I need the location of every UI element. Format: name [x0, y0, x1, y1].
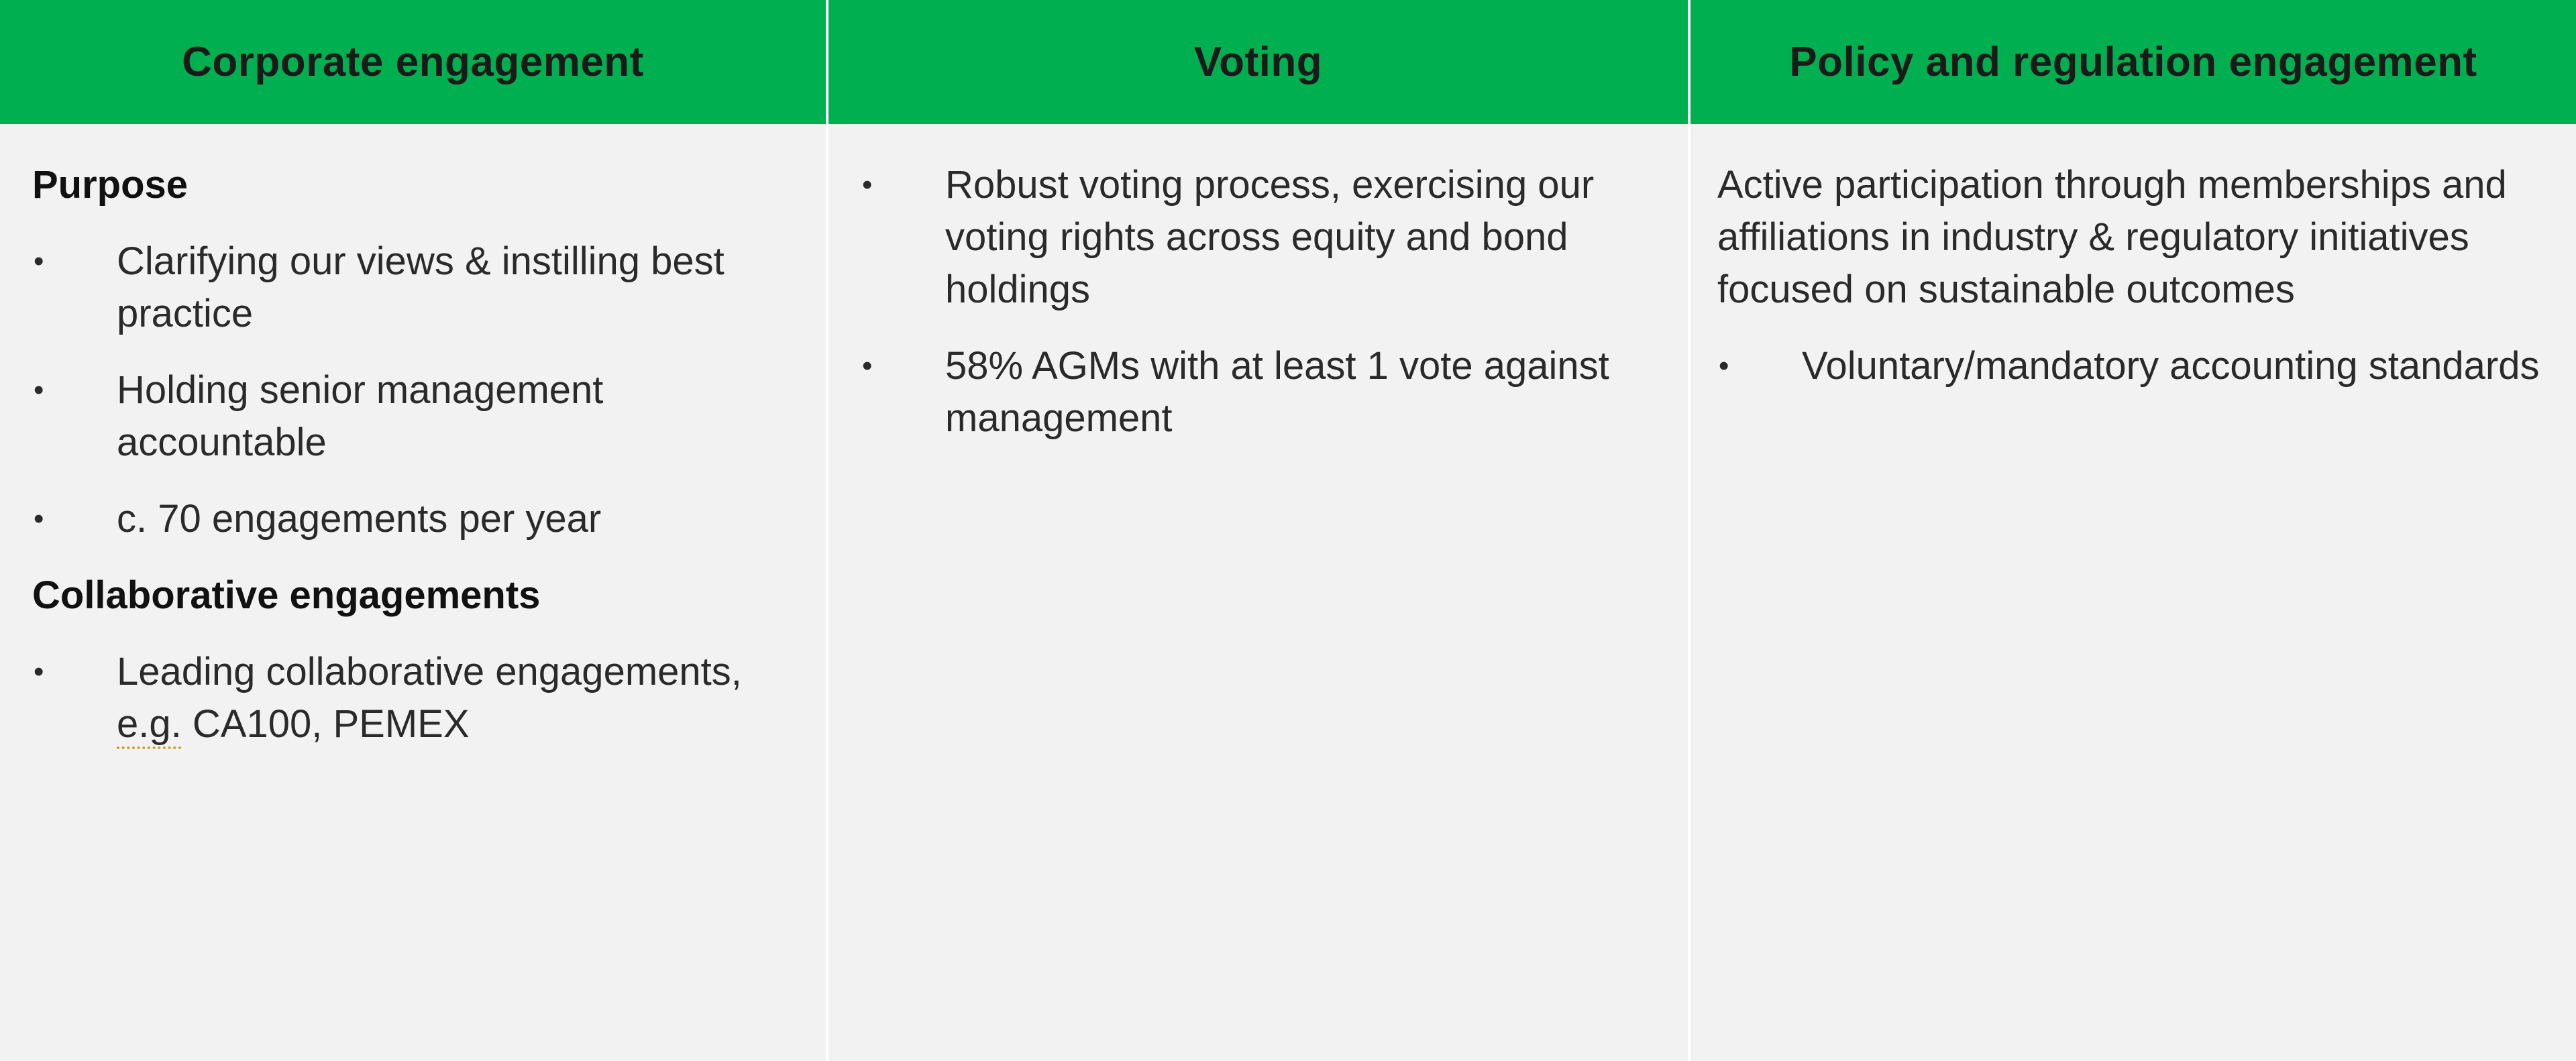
header-voting [828, 0, 1690, 124]
bullet-glyph: • [1719, 349, 1729, 382]
list-item [32, 493, 799, 545]
list-item-text: 58% AGMs with at least 1 vote against management [945, 344, 1609, 440]
bullet-list-policy [1717, 340, 2549, 392]
spellcheck-underlined-word: e.g. [117, 702, 182, 746]
header-policy-regulation [1690, 0, 2576, 124]
header-label: Voting [1193, 39, 1323, 85]
bullet-list-voting [861, 159, 1661, 445]
list-item [861, 159, 1661, 316]
list-item [32, 235, 799, 340]
bullet-glyph: • [34, 655, 44, 688]
list-item [861, 340, 1661, 445]
intro-paragraph: Active participation through memberships and affiliations in industry & regulatory initiatives focused on sustainable outcomes [1717, 163, 2507, 311]
header-label: Corporate engagement [182, 39, 644, 85]
header-label: Policy and regulation engagement [1789, 39, 2477, 85]
cell-policy-regulation [1690, 124, 2576, 1061]
list-item [32, 364, 799, 469]
list-item-text: Robust voting process, exercising our voting rights across equity and bond holdings [945, 163, 1595, 311]
section-heading-purpose: Purpose [32, 163, 189, 207]
list-item-text: Holding senior management accountable [117, 368, 604, 464]
header-corporate-engagement [0, 0, 828, 124]
bullet-glyph: • [34, 245, 44, 278]
cell-voting [828, 124, 1690, 1061]
list-item-text: Clarifying our views & instilling best practice [117, 239, 724, 335]
bullet-list-collaborative [32, 646, 799, 750]
list-item-text: c. 70 engagements per year [117, 497, 602, 541]
bullet-glyph: • [862, 349, 873, 382]
list-item-text: Voluntary/mandatory accounting standards [1802, 344, 2540, 388]
bullet-glyph: • [34, 374, 44, 406]
cell-corporate-engagement [0, 124, 828, 1061]
list-item [1717, 340, 2549, 392]
list-item-text-continuation: CA100, PEMEX [192, 702, 470, 746]
list-item-text: Leading collaborative engagements, [117, 650, 742, 693]
list-item [32, 646, 799, 750]
bullet-glyph: • [862, 168, 873, 201]
bullet-glyph: • [34, 502, 44, 535]
bullet-list-purpose [32, 235, 799, 545]
section-heading-collaborative: Collaborative engagements [32, 573, 541, 617]
